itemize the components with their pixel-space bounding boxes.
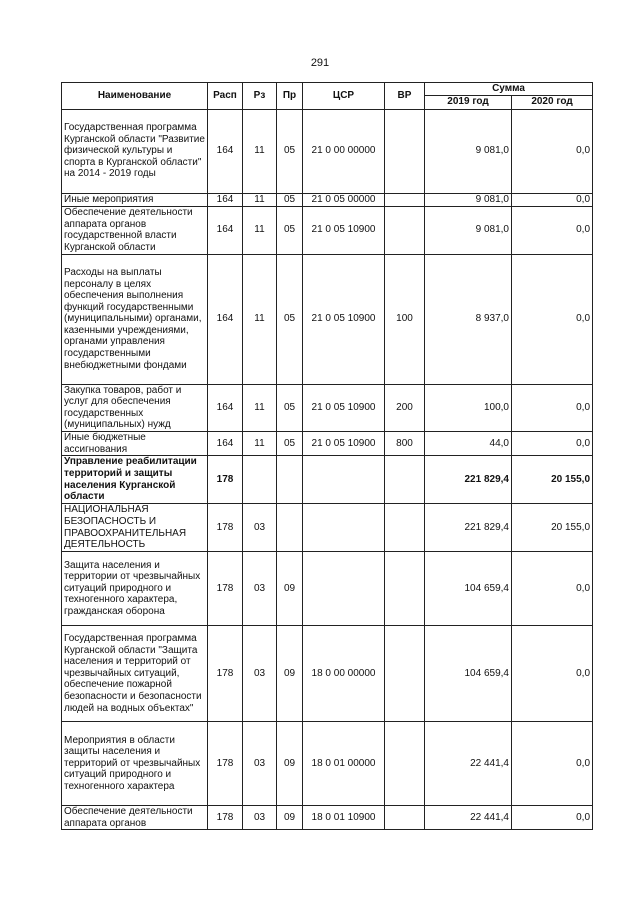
header-csr: ЦСР	[303, 83, 385, 110]
row-rz: 11	[243, 109, 277, 193]
row-name: Государственная программа Курганской области "Защита населения и территорий от чрезвычайных ситуаций, обеспечение пожарной безопасности и безопасности людей на водных объектах"	[62, 626, 208, 722]
header-rasp: Расп	[208, 83, 243, 110]
row-sum-2020: 20 155,0	[512, 504, 593, 552]
row-sum-2020: 20 155,0	[512, 456, 593, 504]
table-row	[62, 254, 593, 384]
row-vr	[385, 626, 425, 722]
row-sum-2019: 100,0	[425, 384, 512, 431]
row-vr	[385, 456, 425, 504]
row-csr: 18 0 01 00000	[303, 722, 385, 806]
table-row	[62, 193, 593, 206]
row-pr: 05	[277, 109, 303, 193]
row-sum-2020: 0,0	[512, 806, 593, 830]
table-row	[62, 109, 593, 193]
row-sum-2019: 9 081,0	[425, 206, 512, 254]
row-sum-2020: 0,0	[512, 206, 593, 254]
row-csr: 18 0 01 10900	[303, 806, 385, 830]
row-vr: 100	[385, 254, 425, 384]
header-2020: 2020 год	[512, 95, 593, 109]
row-pr: 09	[277, 552, 303, 626]
header-name: Наименование	[62, 83, 208, 110]
row-csr: 21 0 05 10900	[303, 384, 385, 431]
row-name: Государственная программа Курганской области "Развитие физической культуры и спорта в Курганской области" на 2014 - 2019 годы	[62, 109, 208, 193]
row-csr: 21 0 05 10900	[303, 254, 385, 384]
row-pr: 09	[277, 626, 303, 722]
row-sum-2020: 0,0	[512, 431, 593, 455]
row-rz: 11	[243, 431, 277, 455]
row-csr: 21 0 05 10900	[303, 206, 385, 254]
row-rasp: 178	[208, 626, 243, 722]
row-rasp: 178	[208, 722, 243, 806]
row-vr	[385, 206, 425, 254]
row-sum-2019: 9 081,0	[425, 109, 512, 193]
row-rasp: 178	[208, 552, 243, 626]
row-sum-2019: 221 829,4	[425, 456, 512, 504]
row-csr	[303, 504, 385, 552]
row-vr: 800	[385, 431, 425, 455]
row-rasp: 164	[208, 254, 243, 384]
row-name: Иные бюджетные ассигнования	[62, 431, 208, 455]
row-vr	[385, 552, 425, 626]
row-rz: 03	[243, 552, 277, 626]
row-rz: 11	[243, 384, 277, 431]
row-rz: 11	[243, 193, 277, 206]
table-row	[62, 456, 593, 504]
table-row	[62, 206, 593, 254]
page-number: 291	[310, 57, 330, 69]
row-rasp: 164	[208, 206, 243, 254]
row-sum-2019: 104 659,4	[425, 626, 512, 722]
row-vr	[385, 806, 425, 830]
row-sum-2020: 0,0	[512, 552, 593, 626]
row-sum-2020: 0,0	[512, 626, 593, 722]
row-rz: 03	[243, 806, 277, 830]
row-rz: 11	[243, 206, 277, 254]
row-pr: 05	[277, 431, 303, 455]
row-csr: 18 0 00 00000	[303, 626, 385, 722]
header-pr: Пр	[277, 83, 303, 110]
row-vr: 200	[385, 384, 425, 431]
table-row	[62, 384, 593, 431]
row-name: Расходы на выплаты персоналу в целях обеспечения выполнения функций государственными (муниципальными) органами, казенными учреждениями, органами управления государственными внебюджетными фондами	[62, 254, 208, 384]
row-vr	[385, 193, 425, 206]
table-row	[62, 431, 593, 455]
row-name: Закупка товаров, работ и услуг для обеспечения государственных (муниципальных) нужд	[62, 384, 208, 431]
header-2019: 2019 год	[425, 95, 512, 109]
row-sum-2019: 22 441,4	[425, 806, 512, 830]
row-csr	[303, 456, 385, 504]
row-pr: 05	[277, 206, 303, 254]
row-csr: 21 0 05 10900	[303, 431, 385, 455]
row-sum-2020: 0,0	[512, 384, 593, 431]
row-rz: 03	[243, 626, 277, 722]
row-name: НАЦИОНАЛЬНАЯ БЕЗОПАСНОСТЬ И ПРАВООХРАНИТЕЛЬНАЯ ДЕЯТЕЛЬНОСТЬ	[62, 504, 208, 552]
row-rz: 03	[243, 722, 277, 806]
row-pr: 05	[277, 384, 303, 431]
row-sum-2019: 44,0	[425, 431, 512, 455]
row-rz: 03	[243, 504, 277, 552]
row-sum-2019: 8 937,0	[425, 254, 512, 384]
table-row	[62, 504, 593, 552]
row-pr	[277, 504, 303, 552]
row-csr: 21 0 05 00000	[303, 193, 385, 206]
row-rz: 11	[243, 254, 277, 384]
row-vr	[385, 504, 425, 552]
budget-table	[61, 82, 593, 830]
row-name: Обеспечение деятельности аппарата органов государственной власти Курганской области	[62, 206, 208, 254]
row-sum-2019: 104 659,4	[425, 552, 512, 626]
table-row	[62, 552, 593, 626]
row-csr: 21 0 00 00000	[303, 109, 385, 193]
row-name: Защита населения и территории от чрезвычайных ситуаций природного и техногенного характера, гражданская оборона	[62, 552, 208, 626]
row-rasp: 178	[208, 456, 243, 504]
row-rasp: 164	[208, 109, 243, 193]
row-name: Мероприятия в области защиты населения и территорий от чрезвычайных ситуаций природного и техногенного характера	[62, 722, 208, 806]
row-rasp: 164	[208, 384, 243, 431]
row-pr: 09	[277, 722, 303, 806]
table-row	[62, 806, 593, 830]
row-name: Иные мероприятия	[62, 193, 208, 206]
row-rasp: 178	[208, 504, 243, 552]
row-sum-2020: 0,0	[512, 193, 593, 206]
row-sum-2019: 221 829,4	[425, 504, 512, 552]
header-vr: ВР	[385, 83, 425, 110]
row-pr	[277, 456, 303, 504]
row-sum-2020: 0,0	[512, 722, 593, 806]
header-rz: Рз	[243, 83, 277, 110]
row-csr	[303, 552, 385, 626]
table-row	[62, 626, 593, 722]
row-name: Управление реабилитации территорий и защиты населения Курганской области	[62, 456, 208, 504]
row-rasp: 164	[208, 193, 243, 206]
row-rasp: 178	[208, 806, 243, 830]
row-vr	[385, 722, 425, 806]
row-rz	[243, 456, 277, 504]
row-sum-2019: 9 081,0	[425, 193, 512, 206]
header-sum: Сумма	[425, 83, 593, 96]
row-pr: 09	[277, 806, 303, 830]
row-pr: 05	[277, 193, 303, 206]
row-pr: 05	[277, 254, 303, 384]
row-rasp: 164	[208, 431, 243, 455]
row-sum-2020: 0,0	[512, 109, 593, 193]
row-sum-2020: 0,0	[512, 254, 593, 384]
table-row	[62, 722, 593, 806]
row-sum-2019: 22 441,4	[425, 722, 512, 806]
row-vr	[385, 109, 425, 193]
row-name: Обеспечение деятельности аппарата органов	[62, 806, 208, 830]
